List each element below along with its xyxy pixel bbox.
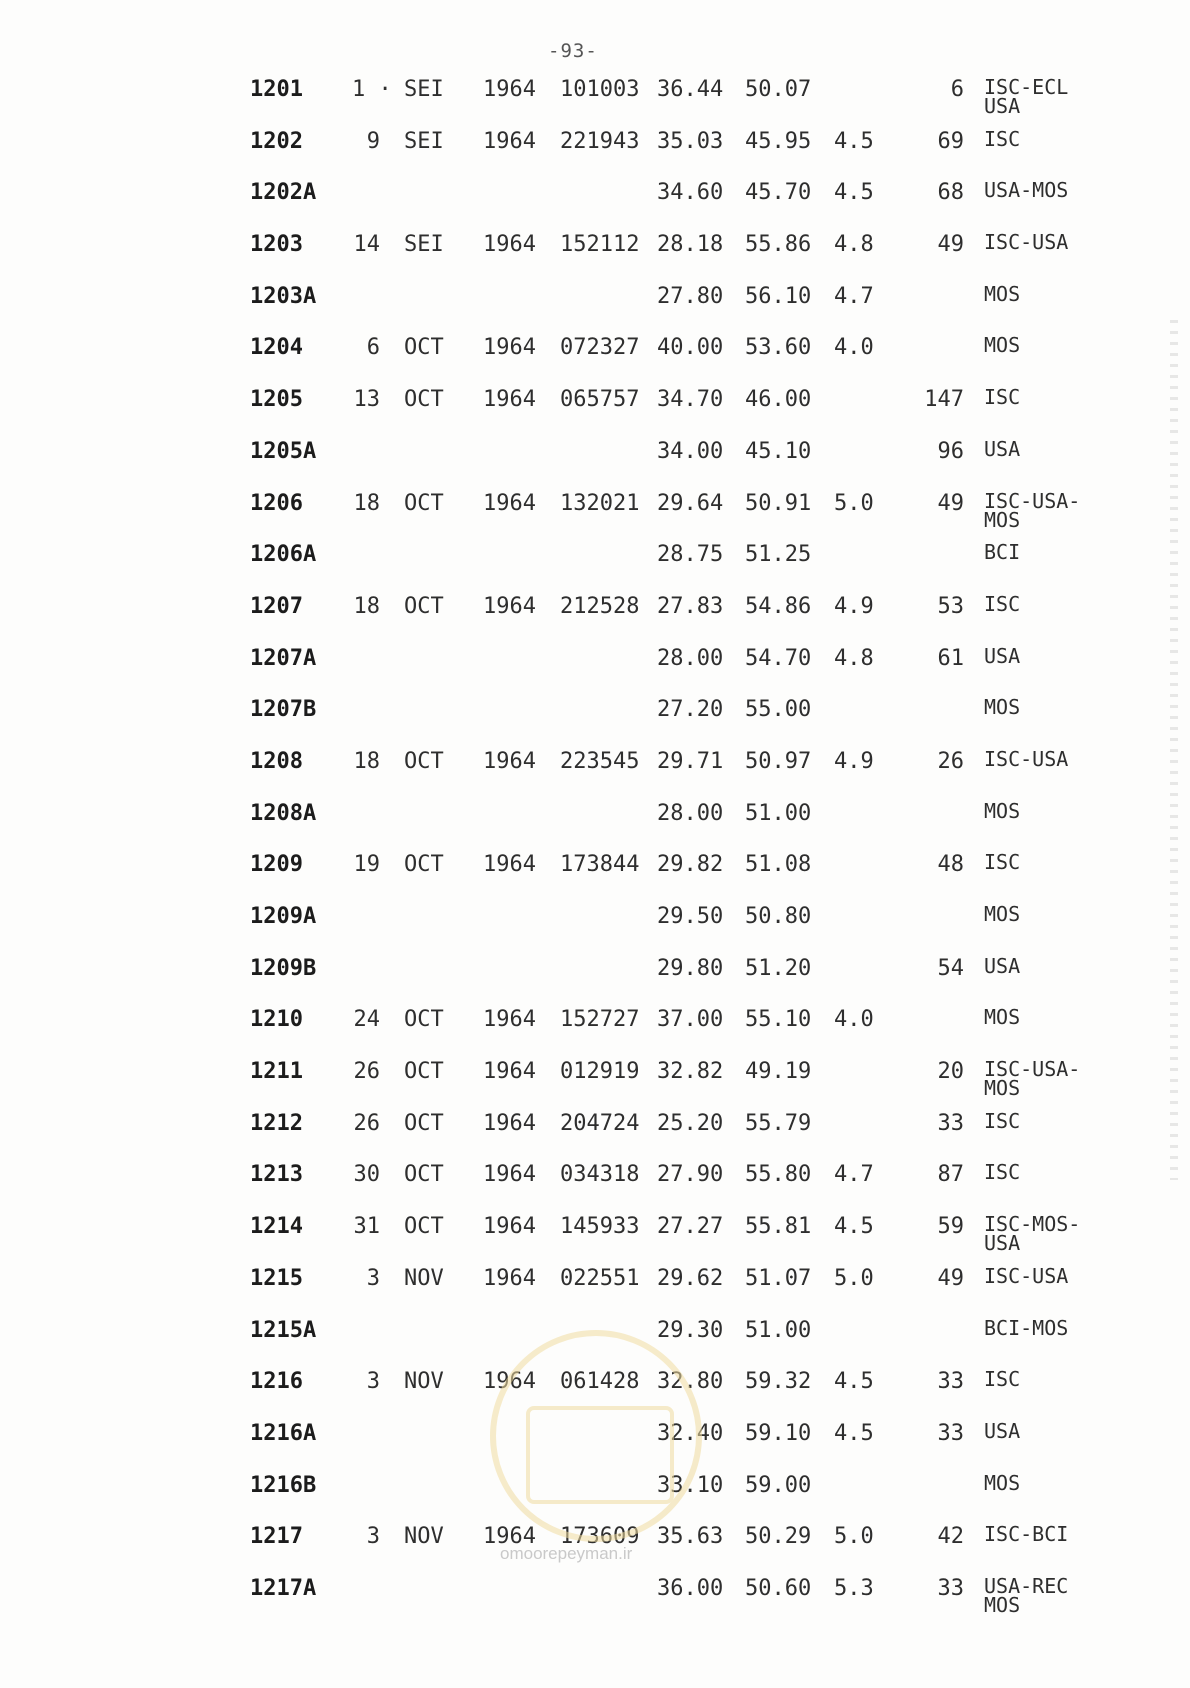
agency-cell xyxy=(984,1470,1021,1495)
latitude-cell: 27.20 xyxy=(657,697,724,723)
origin-time-cell: 065757 xyxy=(560,387,640,413)
station-count-cell: 68 xyxy=(937,180,964,206)
year-cell: 1964 xyxy=(483,1265,536,1291)
magnitude-cell: 4.8 xyxy=(834,645,874,671)
agency-line: USA xyxy=(984,1231,1021,1256)
table-row xyxy=(0,895,1190,947)
year-cell: 1964 xyxy=(483,387,536,413)
origin-time-cell: 022551 xyxy=(560,1265,640,1291)
month-cell: NOV xyxy=(404,1524,444,1550)
year-cell: 1964 xyxy=(483,490,536,516)
table-row xyxy=(0,482,1190,534)
month-cell: OCT xyxy=(404,387,444,413)
agency-line: ISC xyxy=(984,1367,1021,1392)
longitude-cell: 50.60 xyxy=(745,1575,812,1601)
event-id-cell: 1207 xyxy=(250,593,303,619)
table-row xyxy=(0,1567,1190,1619)
longitude-cell: 54.70 xyxy=(745,645,812,671)
longitude-cell: 45.95 xyxy=(745,128,812,154)
latitude-cell: 40.00 xyxy=(657,335,724,361)
year-cell: 1964 xyxy=(483,1007,536,1033)
agency-line: MOS xyxy=(984,1076,1021,1101)
agency-cell xyxy=(984,1367,1021,1392)
station-count-cell: 96 xyxy=(937,438,964,464)
agency-cell xyxy=(984,436,1021,461)
agency-line: ISC xyxy=(984,1160,1021,1185)
magnitude-cell: 5.0 xyxy=(834,1265,874,1291)
day-cell: 30 xyxy=(353,1162,380,1188)
agency-cell xyxy=(984,902,1021,926)
origin-time-cell: 132021 xyxy=(560,490,640,516)
day-cell: 18 xyxy=(353,490,380,516)
magnitude-cell: 4.5 xyxy=(834,128,874,154)
agency-cell xyxy=(984,1573,1069,1617)
agency-line: ISC xyxy=(984,1108,1021,1133)
agency-cell xyxy=(984,333,1021,358)
agency-line: MOS xyxy=(984,1592,1021,1617)
event-id-cell: 1216A xyxy=(250,1420,317,1446)
day-cell: 18 xyxy=(353,593,380,619)
table-row xyxy=(0,533,1190,585)
longitude-cell: 51.00 xyxy=(745,800,812,826)
table-row xyxy=(0,1153,1190,1205)
magnitude-cell: 4.7 xyxy=(834,1162,874,1188)
longitude-cell: 51.20 xyxy=(745,955,812,981)
agency-line: ISC xyxy=(984,591,1021,616)
day-cell: 9 xyxy=(366,128,380,154)
agency-cell xyxy=(984,1160,1021,1185)
table-row xyxy=(0,688,1190,740)
station-count-cell: 33 xyxy=(937,1110,964,1136)
month-cell: OCT xyxy=(404,593,444,619)
month-cell: OCT xyxy=(404,748,444,774)
event-id-cell: 1217A xyxy=(250,1575,317,1601)
station-count-cell: 48 xyxy=(937,852,964,878)
event-id-cell: 1207A xyxy=(250,645,317,671)
agency-line: ISC-USA xyxy=(984,746,1069,771)
magnitude-cell: 4.5 xyxy=(834,1369,874,1395)
table-row xyxy=(0,1464,1190,1516)
magnitude-cell: 5.0 xyxy=(834,490,874,516)
latitude-cell: 27.90 xyxy=(657,1162,724,1188)
year-cell: 1964 xyxy=(483,593,536,619)
station-count-cell: 42 xyxy=(937,1524,964,1550)
table-row xyxy=(0,1205,1190,1257)
table-row xyxy=(0,998,1190,1050)
origin-time-cell: 223545 xyxy=(560,748,640,774)
longitude-cell: 50.07 xyxy=(745,77,812,102)
longitude-cell: 59.00 xyxy=(745,1472,812,1498)
month-cell: SEI xyxy=(404,232,444,258)
agency-line: BCI xyxy=(984,540,1021,565)
table-row xyxy=(0,275,1190,327)
event-id-cell: 1201 xyxy=(250,77,303,102)
station-count-cell: 49 xyxy=(937,490,964,516)
month-cell: OCT xyxy=(404,1214,444,1240)
longitude-cell: 54.86 xyxy=(745,593,812,619)
agency-line: USA xyxy=(984,643,1021,668)
agency-line: ISC-MOS- xyxy=(984,1212,1081,1237)
event-id-cell: 1215A xyxy=(250,1317,317,1343)
agency-line: ISC xyxy=(984,385,1021,410)
year-cell: 1964 xyxy=(483,1214,536,1240)
station-count-cell: 20 xyxy=(937,1059,964,1085)
agency-line: USA xyxy=(984,953,1021,978)
agency-cell xyxy=(984,488,1081,532)
agency-cell xyxy=(984,281,1021,306)
table-row xyxy=(0,637,1190,689)
event-id-cell: 1203 xyxy=(250,232,303,258)
agency-line: ISC-USA xyxy=(984,1263,1069,1288)
event-id-cell: 1204 xyxy=(250,335,303,361)
station-count-cell: 33 xyxy=(937,1420,964,1446)
event-id-cell: 1210 xyxy=(250,1007,303,1033)
longitude-cell: 55.79 xyxy=(745,1110,812,1136)
station-count-cell: 61 xyxy=(937,645,964,671)
agency-line: USA-REC xyxy=(984,1573,1069,1598)
longitude-cell: 50.91 xyxy=(745,490,812,516)
agency-line: MOS xyxy=(984,1005,1021,1030)
station-count-cell: 26 xyxy=(937,748,964,774)
agency-cell xyxy=(984,1418,1021,1443)
longitude-cell: 51.08 xyxy=(745,852,812,878)
origin-time-cell: 072327 xyxy=(560,335,640,361)
table-row xyxy=(0,120,1190,172)
longitude-cell: 51.07 xyxy=(745,1265,812,1291)
agency-line: ISC-USA xyxy=(984,230,1069,255)
magnitude-cell: 4.9 xyxy=(834,748,874,774)
latitude-cell: 36.44 xyxy=(657,77,724,102)
longitude-cell: 55.00 xyxy=(745,697,812,723)
month-cell: NOV xyxy=(404,1369,444,1395)
table-row xyxy=(0,1102,1190,1154)
day-cell: 1 · xyxy=(352,77,392,102)
magnitude-cell: 4.0 xyxy=(834,335,874,361)
origin-time-cell: 173609 xyxy=(560,1524,640,1550)
event-id-cell: 1206A xyxy=(250,542,317,568)
table-row xyxy=(0,947,1190,999)
month-cell: OCT xyxy=(404,852,444,878)
magnitude-cell: 4.5 xyxy=(834,1420,874,1446)
magnitude-cell: 4.5 xyxy=(834,1214,874,1240)
year-cell: 1964 xyxy=(483,1369,536,1395)
day-cell: 3 xyxy=(366,1265,380,1291)
agency-line: ISC-BCI xyxy=(984,1522,1069,1547)
station-count-cell: 53 xyxy=(937,593,964,619)
table-row xyxy=(0,68,1190,120)
event-id-cell: 1202A xyxy=(250,180,317,206)
day-cell: 26 xyxy=(353,1059,380,1085)
longitude-cell: 49.19 xyxy=(745,1059,812,1085)
agency-line: BCI-MOS xyxy=(984,1315,1069,1340)
agency-line: USA xyxy=(984,94,1021,118)
event-id-cell: 1208A xyxy=(250,800,317,826)
origin-time-cell: 145933 xyxy=(560,1214,640,1240)
event-id-cell: 1202 xyxy=(250,128,303,154)
latitude-cell: 27.80 xyxy=(657,283,724,309)
agency-cell xyxy=(984,1212,1081,1256)
agency-line: ISC-USA- xyxy=(984,1057,1081,1082)
event-id-cell: 1215 xyxy=(250,1265,303,1291)
station-count-cell: 6 xyxy=(950,77,964,102)
day-cell: 31 xyxy=(353,1214,380,1240)
month-cell: SEI xyxy=(404,77,444,102)
year-cell: 1964 xyxy=(483,1524,536,1550)
month-cell: SEI xyxy=(404,128,444,154)
agency-cell xyxy=(984,178,1069,203)
origin-time-cell: 152112 xyxy=(560,232,640,258)
day-cell: 18 xyxy=(353,748,380,774)
origin-time-cell: 204724 xyxy=(560,1110,640,1136)
origin-time-cell: 012919 xyxy=(560,1059,640,1085)
event-id-cell: 1207B xyxy=(250,697,317,723)
earthquake-table xyxy=(0,68,1190,1619)
day-cell: 24 xyxy=(353,1007,380,1033)
latitude-cell: 34.00 xyxy=(657,438,724,464)
station-count-cell: 49 xyxy=(937,232,964,258)
event-id-cell: 1213 xyxy=(250,1162,303,1188)
month-cell: NOV xyxy=(404,1265,444,1291)
latitude-cell: 36.00 xyxy=(657,1575,724,1601)
table-row xyxy=(0,792,1190,844)
table-row xyxy=(0,223,1190,275)
agency-cell xyxy=(984,126,1021,151)
event-id-cell: 1205A xyxy=(250,438,317,464)
event-id-cell: 1208 xyxy=(250,748,303,774)
longitude-cell: 50.80 xyxy=(745,904,812,929)
day-cell: 13 xyxy=(353,387,380,413)
day-cell: 3 xyxy=(366,1369,380,1395)
page-number: -93- xyxy=(548,40,598,62)
origin-time-cell: 061428 xyxy=(560,1369,640,1395)
longitude-cell: 46.00 xyxy=(745,387,812,413)
latitude-cell: 29.80 xyxy=(657,955,724,981)
origin-time-cell: 212528 xyxy=(560,593,640,619)
magnitude-cell: 4.5 xyxy=(834,180,874,206)
event-id-cell: 1212 xyxy=(250,1110,303,1136)
agency-cell xyxy=(984,643,1021,668)
longitude-cell: 56.10 xyxy=(745,283,812,309)
longitude-cell: 55.10 xyxy=(745,1007,812,1033)
latitude-cell: 32.80 xyxy=(657,1369,724,1395)
day-cell: 19 xyxy=(353,852,380,878)
station-count-cell: 33 xyxy=(937,1575,964,1601)
latitude-cell: 35.03 xyxy=(657,128,724,154)
magnitude-cell: 5.0 xyxy=(834,1524,874,1550)
day-cell: 3 xyxy=(366,1524,380,1550)
agency-line: USA xyxy=(984,436,1021,461)
agency-line: MOS xyxy=(984,902,1021,926)
agency-line: USA-MOS xyxy=(984,178,1069,203)
longitude-cell: 45.10 xyxy=(745,438,812,464)
magnitude-cell: 5.3 xyxy=(834,1575,874,1601)
year-cell: 1964 xyxy=(483,335,536,361)
latitude-cell: 28.18 xyxy=(657,232,724,258)
longitude-cell: 55.86 xyxy=(745,232,812,258)
month-cell: OCT xyxy=(404,1059,444,1085)
agency-cell xyxy=(984,695,1021,720)
longitude-cell: 59.10 xyxy=(745,1420,812,1446)
magnitude-cell: 4.7 xyxy=(834,283,874,309)
year-cell: 1964 xyxy=(483,128,536,154)
latitude-cell: 28.00 xyxy=(657,800,724,826)
year-cell: 1964 xyxy=(483,232,536,258)
latitude-cell: 25.20 xyxy=(657,1110,724,1136)
event-id-cell: 1211 xyxy=(250,1059,303,1085)
agency-cell xyxy=(984,746,1069,771)
event-id-cell: 1216B xyxy=(250,1472,317,1498)
table-row xyxy=(0,171,1190,223)
agency-line: MOS xyxy=(984,695,1021,720)
agency-cell xyxy=(984,591,1021,616)
longitude-cell: 53.60 xyxy=(745,335,812,361)
agency-line: ISC xyxy=(984,126,1021,151)
event-id-cell: 1214 xyxy=(250,1214,303,1240)
table-row xyxy=(0,1309,1190,1361)
table-row xyxy=(0,378,1190,430)
table-row xyxy=(0,1050,1190,1102)
latitude-cell: 37.00 xyxy=(657,1007,724,1033)
agency-cell xyxy=(984,1005,1021,1030)
agency-cell xyxy=(984,1057,1081,1101)
agency-cell xyxy=(984,1108,1021,1133)
station-count-cell: 33 xyxy=(937,1369,964,1395)
latitude-cell: 33.10 xyxy=(657,1472,724,1498)
year-cell: 1964 xyxy=(483,77,536,102)
origin-time-cell: 101003 xyxy=(560,77,640,102)
agency-cell xyxy=(984,230,1069,255)
table-row xyxy=(0,585,1190,637)
agency-cell xyxy=(984,850,1021,875)
agency-cell xyxy=(984,540,1021,565)
longitude-cell: 45.70 xyxy=(745,180,812,206)
day-cell: 14 xyxy=(353,232,380,258)
station-count-cell: 59 xyxy=(937,1214,964,1240)
latitude-cell: 27.83 xyxy=(657,593,724,619)
longitude-cell: 51.00 xyxy=(745,1317,812,1343)
latitude-cell: 29.71 xyxy=(657,748,724,774)
agency-line: MOS xyxy=(984,1470,1021,1495)
origin-time-cell: 034318 xyxy=(560,1162,640,1188)
latitude-cell: 35.63 xyxy=(657,1524,724,1550)
event-id-cell: 1209 xyxy=(250,852,303,878)
table-row xyxy=(0,740,1190,792)
origin-time-cell: 221943 xyxy=(560,128,640,154)
agency-line: MOS xyxy=(984,281,1021,306)
longitude-cell: 55.80 xyxy=(745,1162,812,1188)
latitude-cell: 28.75 xyxy=(657,542,724,568)
event-id-cell: 1209B xyxy=(250,955,317,981)
magnitude-cell: 4.8 xyxy=(834,232,874,258)
latitude-cell: 29.50 xyxy=(657,904,724,929)
agency-cell xyxy=(984,1315,1069,1340)
watermark-text: omoorepeyman.ir xyxy=(500,1544,633,1563)
origin-time-cell: 152727 xyxy=(560,1007,640,1033)
event-id-cell: 1217 xyxy=(250,1524,303,1550)
latitude-cell: 29.30 xyxy=(657,1317,724,1343)
table-row xyxy=(0,843,1190,895)
table-row xyxy=(0,326,1190,378)
magnitude-cell: 4.9 xyxy=(834,593,874,619)
day-cell: 6 xyxy=(366,335,380,361)
month-cell: OCT xyxy=(404,335,444,361)
agency-cell xyxy=(984,953,1021,978)
latitude-cell: 28.00 xyxy=(657,645,724,671)
agency-line: MOS xyxy=(984,798,1021,823)
latitude-cell: 29.62 xyxy=(657,1265,724,1291)
station-count-cell: 49 xyxy=(937,1265,964,1291)
year-cell: 1964 xyxy=(483,1162,536,1188)
longitude-cell: 55.81 xyxy=(745,1214,812,1240)
event-id-cell: 1206 xyxy=(250,490,303,516)
latitude-cell: 34.70 xyxy=(657,387,724,413)
event-id-cell: 1205 xyxy=(250,387,303,413)
longitude-cell: 51.25 xyxy=(745,542,812,568)
event-id-cell: 1203A xyxy=(250,283,317,309)
origin-time-cell: 173844 xyxy=(560,852,640,878)
year-cell: 1964 xyxy=(483,748,536,774)
year-cell: 1964 xyxy=(483,1059,536,1085)
year-cell: 1964 xyxy=(483,1110,536,1136)
month-cell: OCT xyxy=(404,1007,444,1033)
agency-line: ISC-ECL xyxy=(984,75,1069,99)
agency-cell xyxy=(984,385,1021,410)
agency-line: USA xyxy=(984,1418,1021,1443)
agency-cell xyxy=(984,1522,1069,1547)
agency-line: ISC xyxy=(984,850,1021,875)
month-cell: OCT xyxy=(404,1110,444,1136)
latitude-cell: 29.82 xyxy=(657,852,724,878)
table-row xyxy=(0,1257,1190,1309)
month-cell: OCT xyxy=(404,1162,444,1188)
agency-cell xyxy=(984,798,1021,823)
station-count-cell: 147 xyxy=(924,387,964,413)
event-id-cell: 1209A xyxy=(250,904,317,929)
table-row xyxy=(0,430,1190,482)
agency-cell xyxy=(984,75,1069,118)
station-count-cell: 54 xyxy=(937,955,964,981)
agency-line: MOS xyxy=(984,333,1021,358)
station-count-cell: 69 xyxy=(937,128,964,154)
magnitude-cell: 4.0 xyxy=(834,1007,874,1033)
station-count-cell: 87 xyxy=(937,1162,964,1188)
longitude-cell: 50.97 xyxy=(745,748,812,774)
latitude-cell: 32.40 xyxy=(657,1420,724,1446)
latitude-cell: 29.64 xyxy=(657,490,724,516)
longitude-cell: 59.32 xyxy=(745,1369,812,1395)
month-cell: OCT xyxy=(404,490,444,516)
event-id-cell: 1216 xyxy=(250,1369,303,1395)
latitude-cell: 27.27 xyxy=(657,1214,724,1240)
agency-line: MOS xyxy=(984,507,1021,532)
latitude-cell: 32.82 xyxy=(657,1059,724,1085)
agency-line: ISC-USA- xyxy=(984,488,1081,513)
table-row xyxy=(0,1412,1190,1464)
table-row xyxy=(0,1360,1190,1412)
longitude-cell: 50.29 xyxy=(745,1524,812,1550)
agency-cell xyxy=(984,1263,1069,1288)
latitude-cell: 34.60 xyxy=(657,180,724,206)
year-cell: 1964 xyxy=(483,852,536,878)
day-cell: 26 xyxy=(353,1110,380,1136)
